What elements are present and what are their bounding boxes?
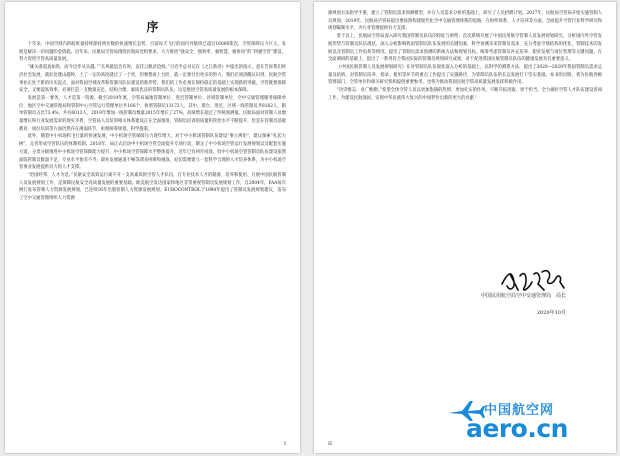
right-page — [314, 2, 616, 453]
preface-title: 序 — [146, 20, 159, 34]
left-page-content — [5, 2, 300, 453]
watermark-english-text: aero.cn — [466, 414, 568, 443]
left-paragraph: “雄关漫道真如铁，而今迈步从头越。”“长风破浪会有时，直挂云帆济沧海。”习近平总书记在《之江新语》中提出的指示，意在告诉我们经济社会发展，就好比爬山越岭，上了一定的高度就过了一个坎，但要想再上台阶，就一定要付出更多的努力。我们必须清醒认识到，民航空管事业正处于新的历史起点，面对我国空域改革和管制员队伍建设的新形势，我们的工作必须在保持稳定的基础上实现新的突破。空管既要保障安全，又要提高效率，必须打造一支数量充足、结构合理、素质优良的管制员队伍，这是推进空管高质量发展的根本保障。 — [19, 65, 286, 94]
left-paragraph: 发展是第一要务，人才是第一资源。截至2019年底，空管局属地管制单位、进近管制单位、区域管制单位、空中交通管理服务保障单位、地区空中交通管理局和管制中心空管运行管理单位共166个，执照管制员13172人，其中，塔台、进近、区域一线管制员共8162人，跟单管制员占比73.4%，共有6013人，2019年增加一线管制员数量2015年增长了27%，高频增长超过了传统预测值。民航局面对管制人员数量增长和行业发展需求的现实矛盾，空管局人员培训相关体系建设正在全面推进，管制员培训的质量和管控水平不断提升，但是在管制员基础教育、岗位培训等方面仍然存在薄弱环节，亟须统筹规划，科学施策。 — [19, 95, 286, 132]
aero-cn-watermark — [446, 399, 596, 445]
left-paragraph: “治国经邦，人才为急。”民航安全高效运行离不开一支高素质的空管人才队伍，在专业技术人才的储备、培养和使用、开展中国民航管制人员发展规划工作，是保障民航安全高质量发展的重要基础。欧美航空发达国家和地区非常重视管制员发展规划工作，自2004年，FAA每年例行发布管制人力资源发展规划，已连续16年出版管制人力资源发展规划。EUROCONTROL于1998年提出了管制员发展规划建议，发布了空中交通管理组织人力资源 — [19, 172, 286, 202]
signature-caption: 中国民用航空局空中交通管理局 局长 — [480, 293, 566, 299]
signature-date: 2020年10月 — [536, 310, 566, 316]
watermark-chinese-text: 中国航空网 — [484, 403, 555, 418]
left-page — [5, 2, 300, 453]
right-paragraph: 《中国民航管制人员发展规划研究》在对管制员队伍现状深入分析的基础上，以科学的测算方法，提出了2020—2029年我国管制员需求总量及结构，对管制员培养、招录、使用等环节的重点工作提出了实施路径，为管制员队伍的长远发展打下坚实基础。本书的出版，将为民航各级管理部门、空管单位和相关研究机构提供重要参考，也将为推动我国民航空管高质量发展发挥积极作用。 — [328, 64, 602, 86]
right-page-content — [314, 2, 616, 453]
right-paragraph: 鉴于以上，民航局空管局深入研究我国管制员队伍的特征与供给，首次系统开展了中国民用航空管制人员发展规划研究，分析国内外空管发展形势与管制员队伍现状，深入分析影响我国管制员队伍发展的关键因素，科学预测未来管制员需求，充分考虑空域结构的优化、管制技术的发展以及管制员工作负荷等情况，提出了管制员需求预测的系统方法和规划目标。统筹考虑管制员补充培养、职业发展与岗位管理等关键问题，在全面调研的基础上，提出了一系列符合我国实际的管制员规划研究成果，对于促进我国民航管制员队伍的健康发展具有重要意义。 — [328, 34, 602, 63]
right-paragraph: “功崇惟志，业广惟勤。”希望全体空管人员以更加饱满的热情、更加扎实的作风，不断开拓进取、勇于担当，全力做好空管人才队伍建设各项工作，为建设民航强国、实现中华民族伟大复兴的中国梦作出新的更大的贡献！ — [328, 88, 602, 101]
page-number-right: II — [328, 441, 332, 447]
left-paragraph: 此外，随着中小机场和飞行量的快速发展，中小机场空管保障压力逐年增大，对于中小机场管制队伍建设“事立规矩”，建议探索“扎起大树”，完善形成空管队伍的体制机制。2018年，局正式启动中小机场空管全面提升专项行动，制定了中小机场空管运行发展规划以及配套实施方案，分类分级推进中小机场空管保障能力提升，中小机场空管保障水平整体提升，近年已有初步成效。但中小机场空管管制员队伍建设依然面临管制员数量不足、专业水平参差不齐、职业发展通道不畅等诸多困难和挑战，迫切需要建立一套科学合理的人才培养体系，为中小机场空管事业发展提供有力的人才支撑。 — [19, 134, 286, 171]
right-paragraph: 源规划方法指导手册，建立了管制员需求预测模型，并在人员需求分析的基础上，研究了人员招聘计划。2017年，民航局空管局开始实施管制人员规划，2019年，民航局空管局提出要按照构建现代化空中交通管理体系的思路，在组织体系、人才培养等方面，全面提升空管行业科学研究和规划编制水平，为行业管理提供有力支撑。 — [328, 11, 602, 32]
page-number-left: I — [284, 441, 286, 447]
left-paragraph: 十年来，中国空域内的航班量持续保持两位数的快速增长态势，目前每天飞行的国内外航班已超过16000架次，空管保障压力巨大。发展是解决一切问题的金钥匙。近年来，民航局空管局围绕民航局党组要求，大力推进“强安全、强效率、强智慧、强协同”的“四强空管”建设，努力促进空管高质量发展。 — [19, 42, 286, 63]
